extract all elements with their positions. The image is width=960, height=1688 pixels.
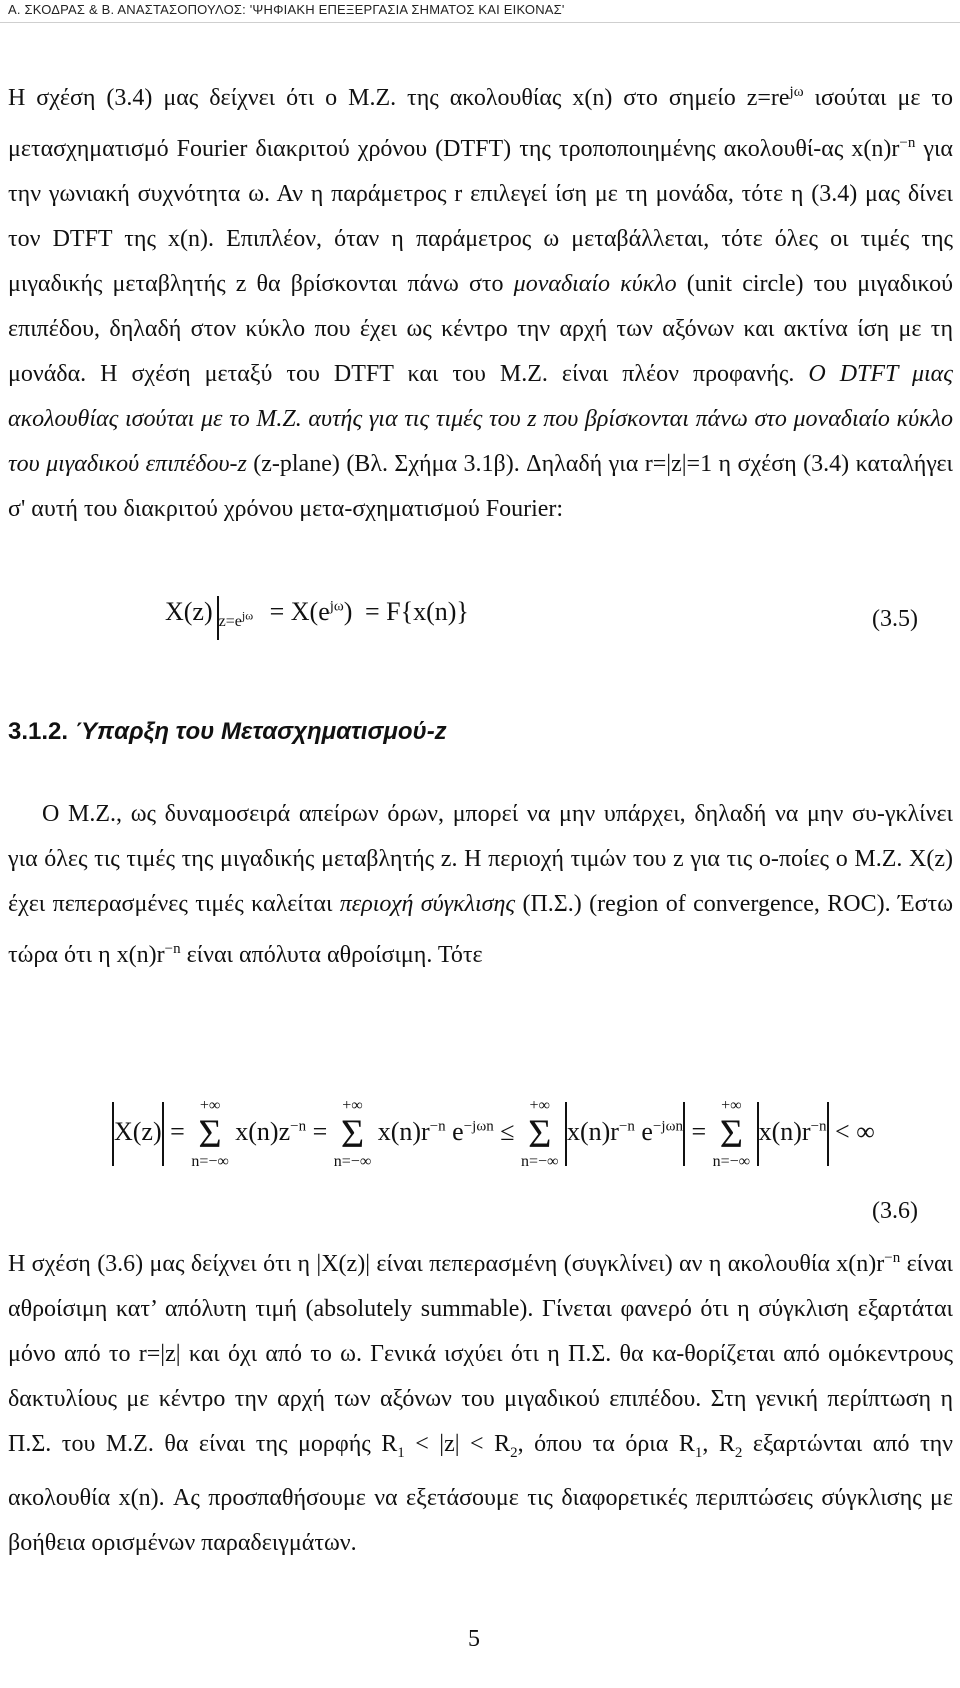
eq35-subscript: z=ejω	[218, 608, 254, 631]
p1-text-1: Η σχέση (3.4) μας δείχνει ότι ο Μ.Ζ. της ακολουθίας x(n) στο σημείο z=re	[8, 85, 790, 111]
section-number: 3.1.2.	[8, 718, 69, 745]
p1-sup-1: jω	[789, 84, 804, 100]
p1-text-4: (unit circle) του μιγαδικού επιπέδου, δηλαδή στον κύκλο που έχει ως κέντρο την αρχή των αξόνων και ακτίνα ίση με τη μονάδα. Η σχέση μεταξύ του DTFT και του Μ.Ζ. είναι πλέον προφανής.	[8, 271, 953, 387]
p3-text-1: Η σχέση (3.6) μας δείχνει ότι η |X(z)| είναι πεπερασμένη (συγκλίνει) αν η ακολουθία x(n)r	[8, 1251, 885, 1277]
eq35-rhs1-sup: jω	[329, 598, 344, 615]
p1-text-2: ισούται με το μετασχηματισμό Fourier διακριτού χρόνου (DTFT) της τροποποιημένης ακολουθί-ας x(n)r	[8, 85, 953, 162]
paragraph-dtft-relation	[8, 70, 953, 532]
p2-text-2: (Π.Σ.) (region of convergence, ROC). Έστω τώρα ότι η x(n)r	[8, 891, 953, 968]
paragraph-existence	[8, 792, 953, 978]
eq36-sum-4: +∞ Σ n=−∞	[712, 1097, 751, 1170]
eq36-sum-2: +∞ Σ n=−∞	[333, 1097, 372, 1170]
eq35-rhs1-end: )	[343, 597, 353, 626]
p1-italic-unit-circle: μοναδιαίο κύκλο	[513, 271, 677, 297]
equation-3-5	[165, 596, 469, 640]
p1-italic-statement: Ο DTFT μιας ακολουθίας ισούται με το Μ.Ζ. αυτής για τις τιμές του z που βρίσκονται πάνω στο μοναδιαίο κύκλο του μιγαδικού επιπέδου-z	[8, 361, 953, 477]
equation-number-3-6: (3.6)	[872, 1198, 918, 1224]
eq35-rhs2: = F{x(n)}	[364, 597, 469, 626]
p2-text-3: είναι απόλυτα αθροίσιμη. Τότε	[180, 942, 483, 968]
eq36-term-3: x(n)r	[566, 1116, 619, 1146]
eq36-term-1: x(n)z	[235, 1116, 291, 1146]
p1-text-5: (z-plane) (Βλ. Σχήμα 3.1β). Δηλαδή για r=|z|=1 η σχέση (3.4) καταλήγει σ' αυτή του διακριτού χρόνου μετα-σχηματισμού Fourier:	[8, 451, 953, 522]
paragraph-convergence: Η σχέση (3.6) μας δείχνει ότι η |X(z)| είναι πεπερασμένη (συγκλίνει) αν η ακολουθία $x(n)r^{-n}$ είναι αθροίσιμη κατ’ απόλυτη τιμή (absolutely summable). Γίνεται φανερό ότι η σύγκλιση εξαρτάται μόνο από το r=|z| και όχι από το ω. Γενικά ισχύει ότι η Π.Σ. θα κα-θορίζεται από ομόκεντρους δακτυλίους με κέντρο την αρχή των αξόνων του μιγαδικού επιπέδου. Στη γενική περίπτωση η Π.Σ. του Μ.Ζ. θα είναι της μορφής $R_1 < |z| < R_2$, όπου τα όρια $R_1$, $R_2$ εξαρτώνται από την ακολουθία x(n). Ας προσπαθήσουμε να εξετάσουμε τις διαφορετικές περιπτώσεις σύγκλισης με βοήθεια ορισμένων παραδειγμάτων.	[8, 1250, 953, 1556]
p2-text-1: Ο Μ.Ζ., ως δυναμοσειρά απείρων όρων, μπορεί να μην υπάρχει, δηλαδή να μην συ-γκλίνει για όλες τις τιμές της μιγαδικής μεταβλητής z. Η περιοχή τιμών του z για τις ο-ποίες ο Μ.Ζ. X(z) έχει πεπερασμένες τιμές καλείται	[8, 801, 953, 917]
running-header: Α. ΣΚΟΔΡΑΣ & Β. ΑΝΑΣΤΑΣΟΠΟΥΛΟΣ: 'ΨΗΦΙΑΚΗ ΕΠΕΞΕΡΓΑΣΙΑ ΣΗΜΑΤΟΣ ΚΑΙ ΕΙΚΟΝΑΣ'	[8, 2, 565, 17]
header-rule	[0, 22, 960, 23]
section-title: Ύπαρξη του Μετασχηματισμού-z	[74, 718, 447, 745]
eq36-term-4: x(n)r	[758, 1116, 811, 1146]
page-number: 5	[468, 1626, 480, 1652]
eq35-rhs1: = X(e	[269, 597, 330, 626]
eq36-xz: X(z)	[114, 1116, 162, 1146]
eq36-sum-1: +∞ Σ n=−∞	[191, 1097, 229, 1170]
eq36-term-2: x(n)r	[377, 1116, 430, 1146]
equation-number-3-5: (3.5)	[872, 606, 918, 632]
p2-sup: −n	[164, 941, 181, 957]
p2-italic-roc: περιοχή σύγκλισης	[339, 891, 516, 917]
section-heading	[8, 718, 447, 746]
p3-text-2: είναι αθροίσιμη κατ’ απόλυτη τιμή (absolutely summable). Γίνεται φανερό ότι η σύγκλιση εξαρτάται μόνο από το r=|z| και όχι από το ω. Γενικά ισχύει ότι η Π.Σ. θα κα-θορίζεται από ομόκεντρους δακτυλίους με κέντρο την αρχή των αξόνων του μιγαδικού επιπέδου. Στη γενική περίπτωση η Π.Σ. του Μ.Ζ. θα είναι της μορφής R	[8, 1251, 953, 1457]
eq35-lhs: X(z)	[165, 597, 213, 626]
p1-text-3: για την γωνιακή συχνότητα ω. Αν η παράμετρος r επιλεγεί ίση με τη μονάδα, τότε η (3.4) μας δίνει τον DTFT της x(n). Επιπλέον, όταν η παράμετρος ω μεταβάλλεται, τότε όλες οι τιμές της μιγαδικής μεταβλητής z θα βρίσκονται πάνω στο	[8, 136, 953, 297]
equation-3-6: X(z) = +∞ Σ n=−∞ $x(n)z^{-n}$ = +∞ Σ n=−∞ $x(n)r^{-n}$ $e^{-j\omega n}$ ≤ +∞ Σ n=−∞ $x(n)r^{-n}$ $e^{-j\omega n}$ = +∞ Σ n=−∞ $x(n)r^{-n}$ < ∞	[114, 1097, 875, 1170]
eq36-lt-inf: < ∞	[835, 1116, 875, 1146]
p1-sup-2: −n	[899, 135, 916, 151]
eq36-sum-3: +∞ Σ n=−∞	[521, 1097, 559, 1170]
